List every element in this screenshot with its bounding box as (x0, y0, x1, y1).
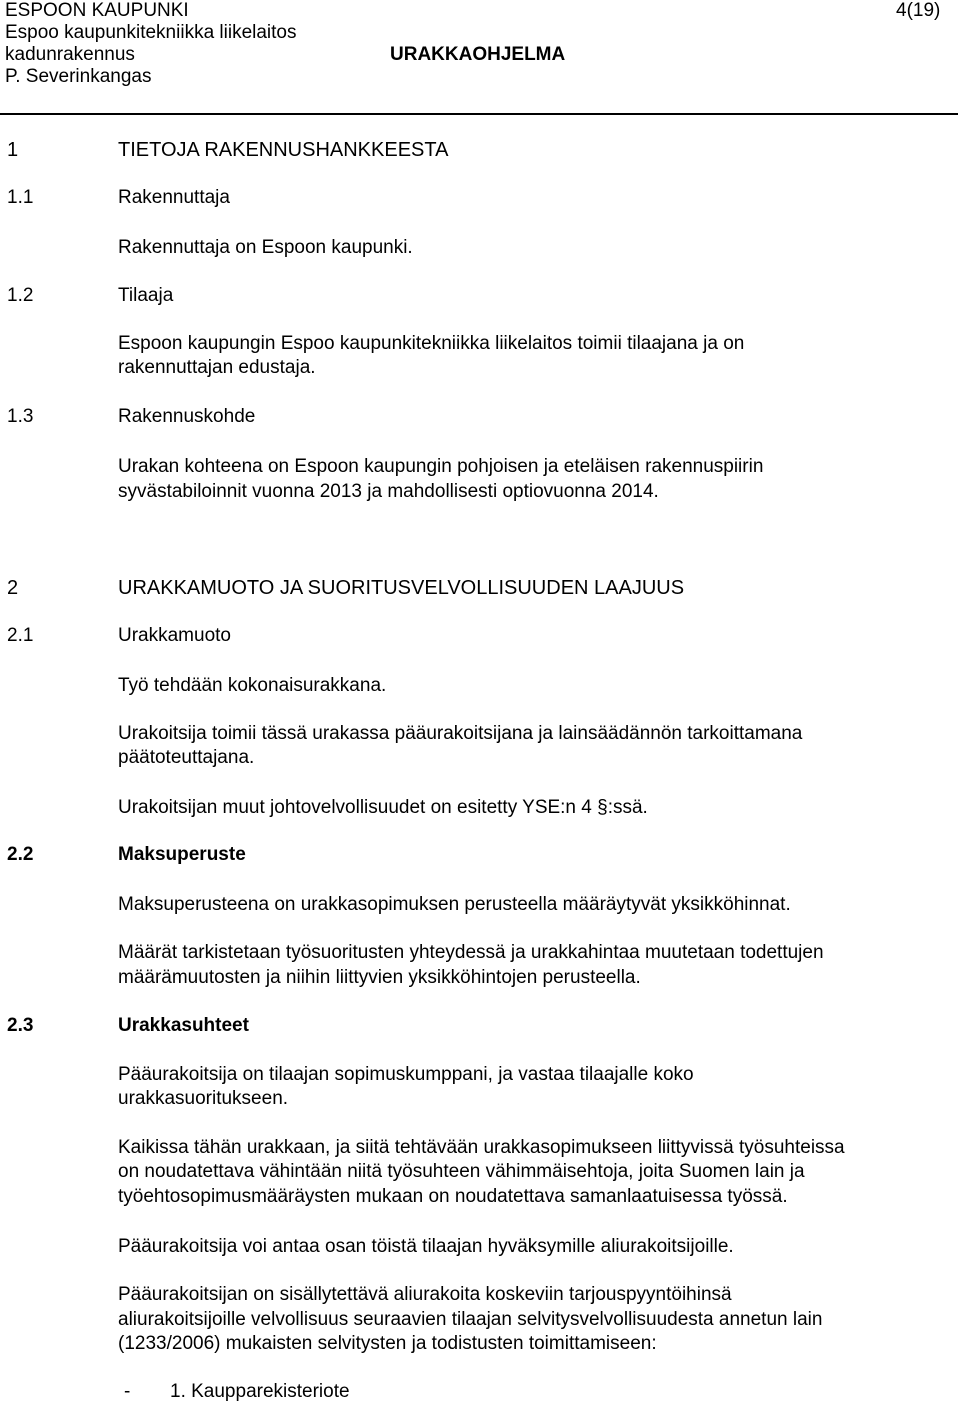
section-2-1-paragraph-line: päätoteuttajana. (118, 747, 255, 768)
header-doc-title: URAKKAOHJELMA (390, 44, 566, 65)
section-2-3-paragraph-line: urakkasuoritukseen. (118, 1088, 289, 1109)
header-dept: kadunrakennus (5, 44, 135, 65)
section-1-1-number: 1.1 (7, 187, 34, 208)
section-2-3-paragraph-line: työehtosopimusmääräysten mukaan on noudatettava samanlaatuisessa työssä. (118, 1186, 788, 1207)
section-1-2-number: 1.2 (7, 285, 34, 306)
section-2-1-paragraph-line: Urakoitsija toimii tässä urakassa pääurakoitsijana ja lainsäädännön tarkoittamana (118, 723, 803, 744)
list-item-text: 1. Kaupparekisteriote (170, 1381, 350, 1402)
section-2-3-paragraph-line: Kaikissa tähän urakkaan, ja siitä tehtävään urakkasopimukseen liittyvissä työsuhteissa (118, 1137, 845, 1158)
section-1-2-title: Tilaaja (118, 285, 174, 306)
section-2-1-title: Urakkamuoto (118, 625, 231, 646)
section-2-2-title: Maksuperuste (118, 844, 246, 865)
section-2-3-title: Urakkasuhteet (118, 1015, 249, 1036)
section-1-title: TIETOJA RAKENNUSHANKKEESTA (118, 139, 449, 161)
section-2-3-paragraph: Pääurakoitsija voi antaa osan töistä tilaajan hyväksymille aliurakoitsijoille. (118, 1236, 734, 1257)
section-2-number: 2 (7, 577, 19, 599)
header-author: P. Severinkangas (5, 66, 152, 87)
section-1-2-paragraph-line: rakennuttajan edustaja. (118, 357, 316, 378)
section-1-3-paragraph-line: syvästabiloinnit vuonna 2013 ja mahdollisesti optiovuonna 2014. (118, 481, 659, 502)
list-item-dash: - (124, 1381, 131, 1402)
section-2-3-paragraph-line: (1233/2006) mukaisten selvitysten ja todistusten toimittamiseen: (118, 1333, 657, 1354)
section-2-title: URAKKAMUOTO JA SUORITUSVELVOLLISUUDEN LAAJUUS (118, 577, 685, 599)
section-1-1-title: Rakennuttaja (118, 187, 230, 208)
section-1-number: 1 (7, 139, 19, 161)
section-2-3-paragraph-line: Pääurakoitsijan on sisällytettävä aliurakoita koskeviin tarjouspyyntöihinsä (118, 1284, 732, 1305)
section-2-1-paragraph: Urakoitsijan muut johtovelvollisuudet on esitetty YSE:n 4 §:ssä. (118, 797, 648, 818)
section-2-2-paragraph-line: Määrät tarkistetaan työsuoritusten yhteydessä ja urakkahintaa muutetaan todettujen (118, 942, 824, 963)
section-2-3-paragraph-line: on noudatettava vähintään niitä työsuhteen vähimmäisehtoja, joita Suomen lain ja (118, 1161, 805, 1182)
section-1-3-number: 1.3 (7, 406, 34, 427)
section-2-3-paragraph-line: aliurakoitsijoille velvollisuus seuraavien tilaajan selvitysvelvollisuudesta annetun lain (118, 1309, 823, 1330)
section-2-3-number: 2.3 (7, 1015, 34, 1036)
section-2-1-paragraph: Työ tehdään kokonaisurakkana. (118, 675, 387, 696)
header-unit: Espoo kaupunkitekniikka liikelaitos (5, 22, 297, 43)
section-2-1-number: 2.1 (7, 625, 34, 646)
section-1-2-paragraph-line: Espoon kaupungin Espoo kaupunkitekniikka liikelaitos toimii tilaajana ja on (118, 333, 745, 354)
header-org: ESPOON KAUPUNKI (5, 0, 189, 21)
section-2-2-paragraph: Maksuperusteena on urakkasopimuksen perusteella määräytyvät yksikköhinnat. (118, 894, 791, 915)
header-page-number: 4(19) (896, 0, 941, 21)
section-2-2-number: 2.2 (7, 844, 34, 865)
section-2-2-paragraph-line: määrämuutosten ja niihin liittyvien yksikköhintojen perusteella. (118, 967, 641, 988)
section-1-3-title: Rakennuskohde (118, 406, 256, 427)
section-1-3-paragraph-line: Urakan kohteena on Espoon kaupungin pohjoisen ja eteläisen rakennuspiirin (118, 456, 764, 477)
section-1-1-paragraph: Rakennuttaja on Espoon kaupunki. (118, 237, 413, 258)
header-divider (0, 113, 958, 115)
section-2-3-paragraph-line: Pääurakoitsija on tilaajan sopimuskumppani, ja vastaa tilaajalle koko (118, 1064, 694, 1085)
